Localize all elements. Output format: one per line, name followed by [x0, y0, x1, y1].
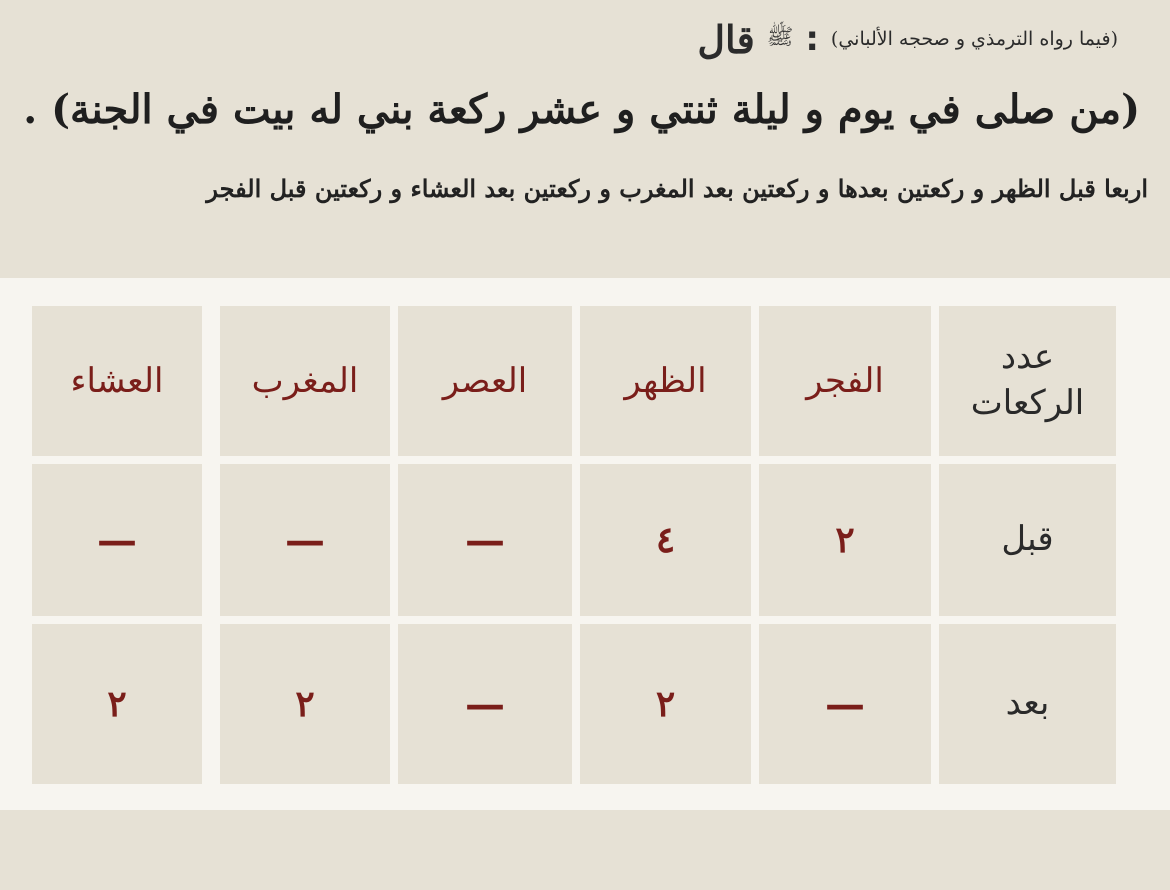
cell-before-maghrib: — [220, 464, 390, 616]
column-header-asr: العصر [398, 306, 572, 456]
source-note: (فيما رواه الترمذي و صحجه الألباني) [830, 28, 1118, 50]
attribution-line [697, 8, 1118, 70]
cell-before-dhuhr: ٤ [580, 464, 751, 616]
row-label-before: قبل [939, 464, 1116, 616]
qal-word: قال [697, 16, 755, 62]
cell-after-isha: ٢ [32, 624, 202, 784]
corner-label: عدد الركعات [939, 306, 1116, 456]
colon: : [805, 19, 819, 59]
cell-before-asr: — [398, 464, 572, 616]
column-header-maghrib: المغرب [220, 306, 390, 456]
cell-after-maghrib: ٢ [220, 624, 390, 784]
column-header-fajr: الفجر [759, 306, 931, 456]
column-header-isha: العشاء [32, 306, 202, 456]
column-header-dhuhr: الظهر [580, 306, 751, 456]
cell-after-asr: — [398, 624, 572, 784]
cell-after-fajr: — [759, 624, 931, 784]
hadith-text: (من صلى في يوم و ليلة ثنتي و عشر ركعة بني له بيت في الجنة) . [23, 86, 1140, 133]
honorific: ﷺ [766, 25, 794, 50]
cell-after-dhuhr: ٢ [580, 624, 751, 784]
rakat-table [0, 278, 1170, 810]
cell-before-isha: — [32, 464, 202, 616]
header [0, 0, 1170, 250]
cell-before-fajr: ٢ [759, 464, 931, 616]
explanation-text: اربعا قبل الظهر و ركعتين بعدها و ركعتين بعد المغرب و ركعتين بعد العشاء و ركعتين قبل الفجر [206, 174, 1148, 203]
row-label-after: بعد [939, 624, 1116, 784]
